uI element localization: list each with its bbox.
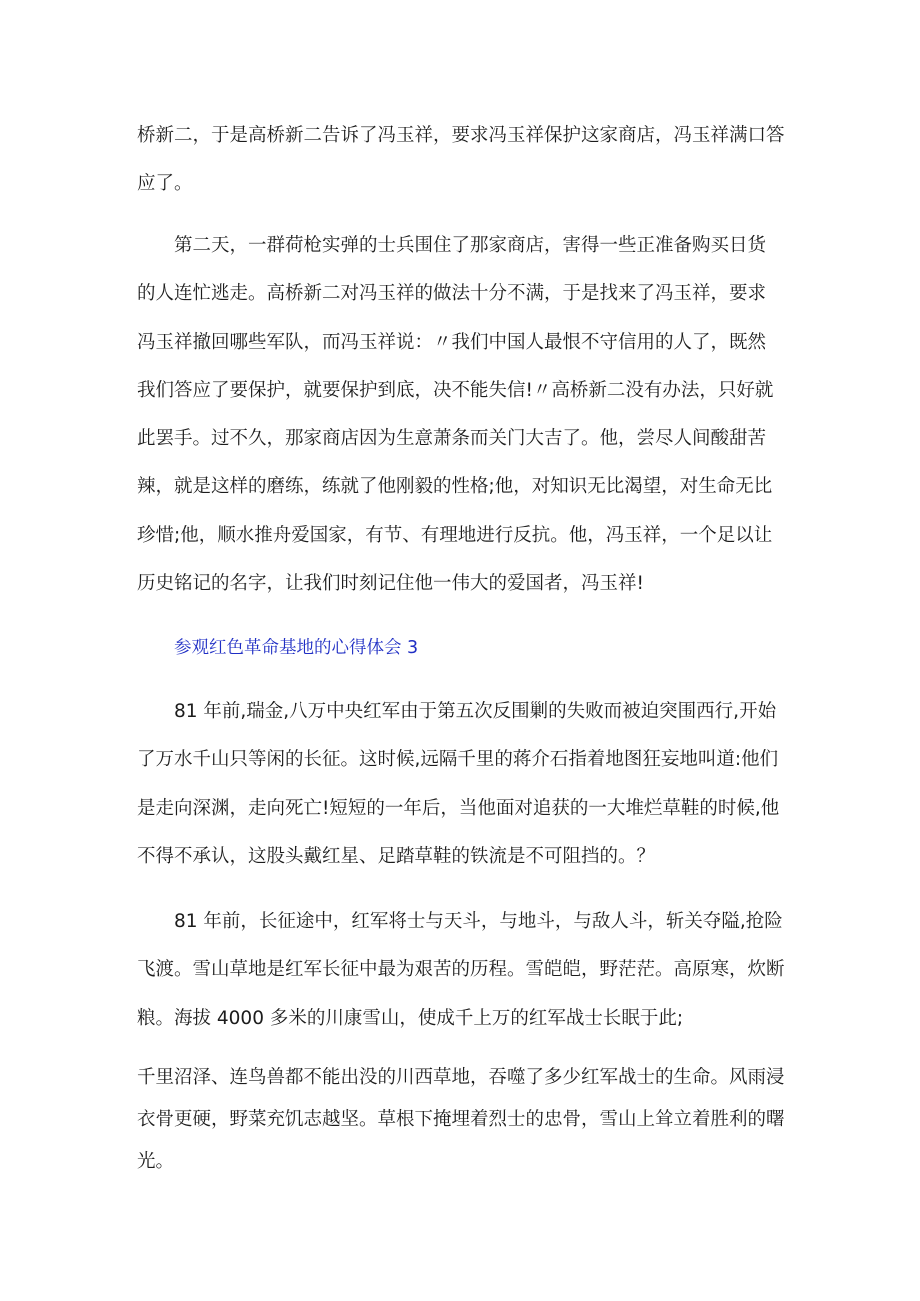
text-line: 光。 [137, 1151, 175, 1172]
text-line: 的人连忙逃走。高桥新二对冯玉祥的做法十分不满，于是找来了冯玉祥，要求 [137, 283, 767, 305]
text-line: 桥新二，于是高桥新二告诉了冯玉祥，要求冯玉祥保护这家商店，冯玉祥满口答 [137, 125, 785, 146]
text-line: 了万水千山只等闲的长征。这时候,远隔千里的蒋介石指着地图狂妄地叫道:他们 [137, 749, 779, 771]
text-line: 是走向深渊，走向死亡!短短的一年后，当他面对追获的一大堆烂草鞋的时候,他 [137, 797, 780, 819]
text-line: 辣，就是这样的磨练，练就了他刚毅的性格;他，对知识无比渴望，对生命无比 [137, 476, 773, 498]
paragraph-4 [137, 898, 787, 1043]
text-line: 衣骨更硬，野菜充饥志越坚。草根下掩埋着烈士的忠骨，雪山上耸立着胜利的曙 [137, 1109, 785, 1130]
paragraph-1 [137, 112, 787, 209]
text-line: 我们答应了要保护，就要保护到底，决不能失信!〃高桥新二没有办法，只好就 [137, 379, 774, 401]
text-line: 此罢手。过不久，那家商店因为生意萧条而关门大吉了。他，尝尽人间酸甜苦 [137, 428, 767, 450]
text-line: 81 年前，长征途中，红军将士与天斗，与地斗，与敌人斗，斩关夺隘,抢险 [174, 911, 783, 932]
paragraph-3 [137, 688, 787, 881]
text-line: 冯玉祥撤回哪些军队，而冯玉祥说：〃我们中国人最恨不守信用的人了，既然 [137, 331, 767, 353]
text-line: 81 年前,瑞金,八万中央红军由于第五次反围剿的失败而被迫突围西行,开始 [174, 701, 777, 722]
paragraph-2 [137, 222, 787, 608]
text-line: 历史铭记的名字，让我们时刻记住他一伟大的爱国者，冯玉祥! [137, 573, 644, 595]
text-line: 不得不承认，这股头戴红星、足踏草鞋的铁流是不可阻挡的。？ [137, 845, 656, 867]
paragraph-5 [137, 1057, 787, 1183]
text-line: 应了。 [137, 173, 193, 195]
text-line: 第二天，一群荷枪实弹的士兵围住了那家商店，害得一些正准备购买日货 [174, 235, 767, 256]
text-line: 飞渡。雪山草地是红军长征中最为艰苦的历程。雪皑皑，野茫茫。高原寒，炊断 [137, 959, 785, 981]
section-heading: 参观红色革命基地的心得体会 3 [174, 638, 419, 658]
text-line: 粮。海拔 4000 多米的川康雪山，使成千上万的红军战士长眠于此; [137, 1007, 684, 1029]
text-line: 珍惜;他，顺水推舟爱国家，有节、有理地进行反抗。他，冯玉祥，一个足以让 [137, 524, 773, 546]
text-line: 千里沼泽、连鸟兽都不能出没的川西草地，吞噬了多少红军战士的生命。风雨浸 [137, 1067, 785, 1088]
